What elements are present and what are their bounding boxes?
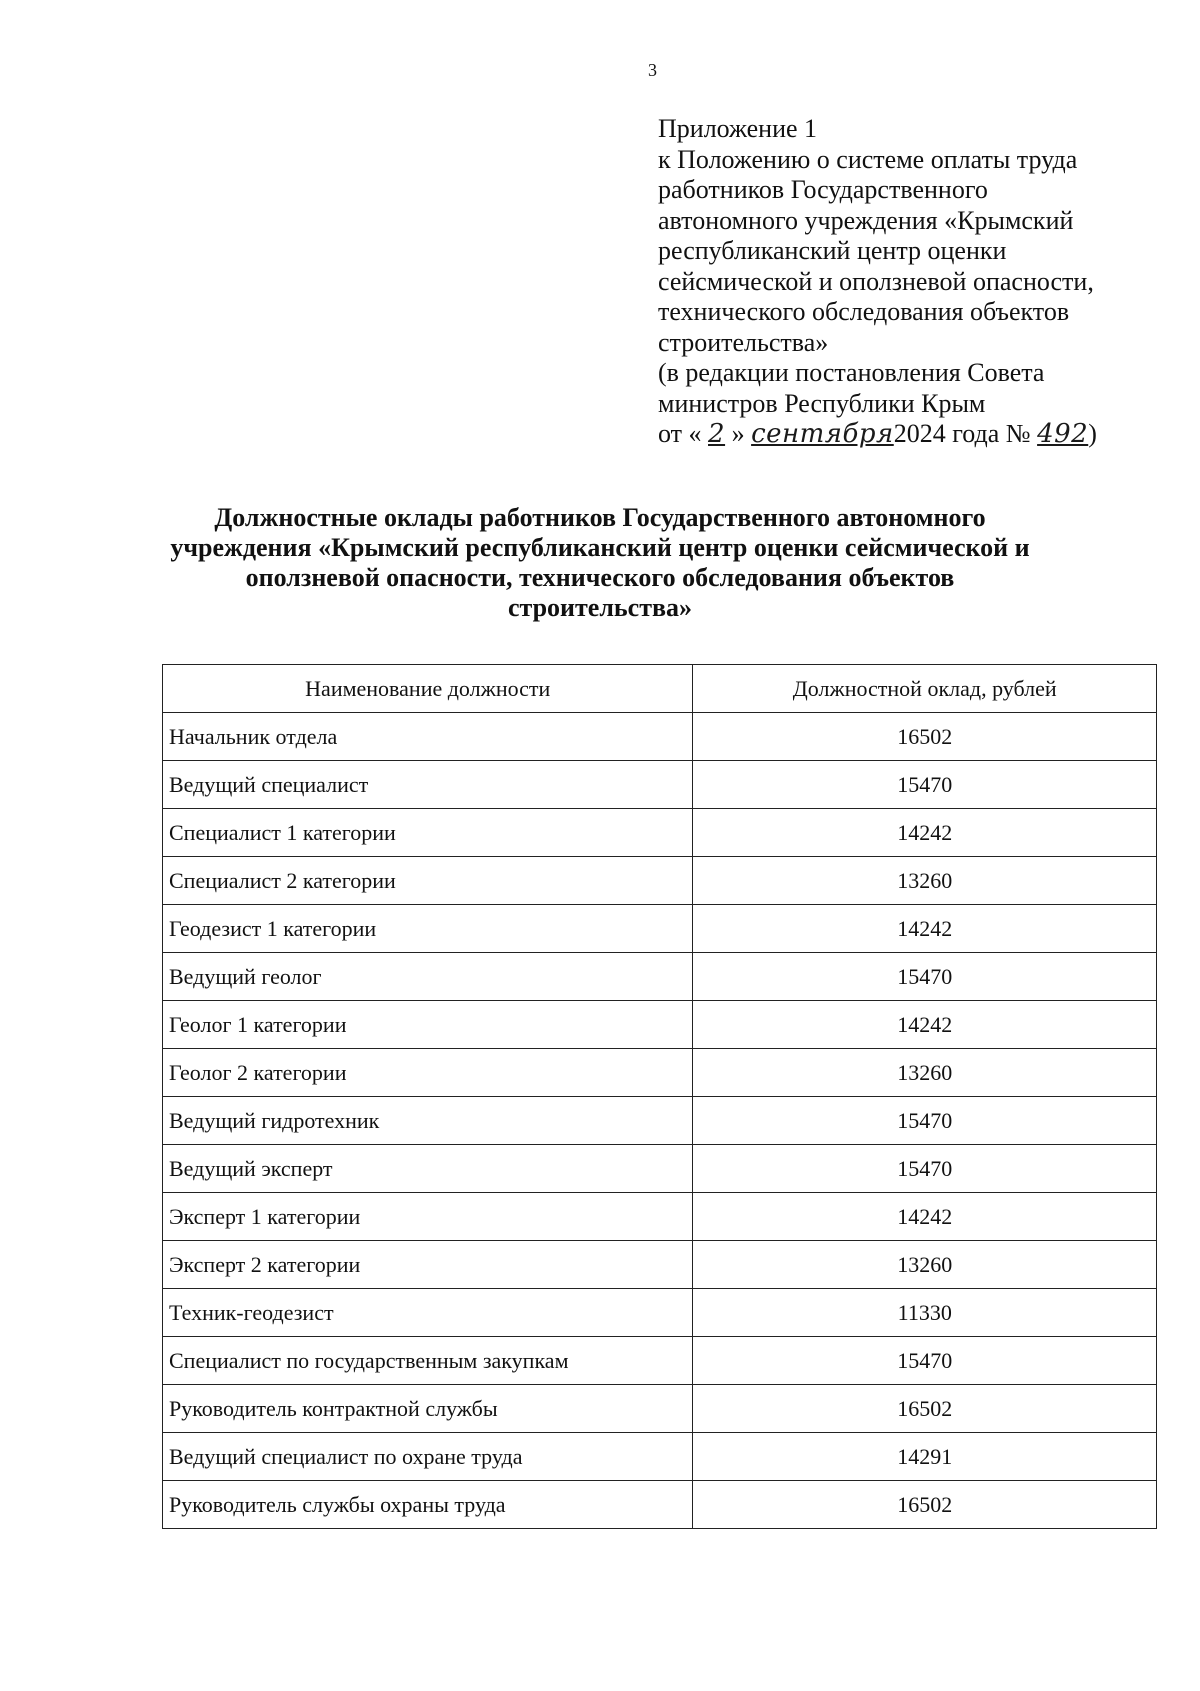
salary-cell: 11330 [693,1289,1157,1337]
table-row [163,1097,1157,1145]
appendix-block [658,114,1128,450]
title-line: строительства» [507,593,693,622]
document-title [150,503,1050,623]
table-row [163,1385,1157,1433]
position-cell: Ведущий эксперт [163,1145,693,1193]
table-row [163,1433,1157,1481]
position-cell: Руководитель службы охраны труда [163,1481,693,1529]
appendix-line: работников Государственного [658,175,988,204]
salary-cell: 15470 [693,1145,1157,1193]
table-row [163,761,1157,809]
date-mid: » [731,419,745,448]
table-row [163,953,1157,1001]
table-row [163,1241,1157,1289]
table-header-row [163,665,1157,713]
table-row [163,1001,1157,1049]
date-day: 2 [708,419,726,449]
position-cell: Ведущий специалист [163,761,693,809]
position-cell: Специалист 2 категории [163,857,693,905]
date-suffix: ) [1088,419,1097,448]
position-cell: Геолог 1 категории [163,1001,693,1049]
salary-cell: 15470 [693,1337,1157,1385]
position-cell: Ведущий гидротехник [163,1097,693,1145]
position-cell: Ведущий специалист по охране труда [163,1433,693,1481]
appendix-line: (в редакции постановления Совета [658,358,1045,387]
table-row [163,1289,1157,1337]
appendix-line: республиканский центр оценки [658,236,1007,265]
table-row [163,1337,1157,1385]
title-line: Должностные оклады работников Государственного автономного [214,503,986,532]
position-cell: Эксперт 1 категории [163,1193,693,1241]
salary-cell: 15470 [693,953,1157,1001]
appendix-date-line [658,419,1128,450]
position-cell: Начальник отдела [163,713,693,761]
salary-cell: 14242 [693,1001,1157,1049]
table-row [163,1049,1157,1097]
page-number: 3 [648,60,657,80]
salary-cell: 14291 [693,1433,1157,1481]
salary-cell: 13260 [693,857,1157,905]
table-row [163,857,1157,905]
decree-number: 492 [1037,419,1089,449]
salary-cell: 14242 [693,905,1157,953]
position-cell: Эксперт 2 категории [163,1241,693,1289]
table-row [163,713,1157,761]
header-salary: Должностной оклад, рублей [693,665,1157,713]
appendix-line: Приложение 1 [658,114,818,143]
salary-cell: 15470 [693,1097,1157,1145]
salary-cell: 15470 [693,761,1157,809]
date-prefix: от « [658,419,702,448]
salary-cell: 14242 [693,1193,1157,1241]
position-cell: Техник-геодезист [163,1289,693,1337]
table-row [163,1145,1157,1193]
appendix-line: технического обследования объектов [658,297,1070,326]
appendix-line: сейсмической и оползневой опасности, [658,266,1094,296]
salary-cell: 16502 [693,713,1157,761]
position-cell: Специалист по государственным закупкам [163,1337,693,1385]
appendix-line: автономного учреждения «Крымский [658,205,1074,235]
appendix-line: к Положению о системе оплаты труда [658,144,1078,174]
header-position: Наименование должности [163,665,693,713]
salary-cell: 13260 [693,1241,1157,1289]
table-row [163,1193,1157,1241]
appendix-line: строительства» [658,327,829,357]
position-cell: Геодезист 1 категории [163,905,693,953]
table-row [163,809,1157,857]
date-year: 2024 года № [893,419,1031,448]
title-line: оползневой опасности, технического обследования объектов [245,563,955,592]
position-cell: Геолог 2 категории [163,1049,693,1097]
salary-cell: 16502 [693,1385,1157,1433]
appendix-line: министров Республики Крым [658,388,986,418]
salary-cell: 16502 [693,1481,1157,1529]
position-cell: Ведущий геолог [163,953,693,1001]
position-cell: Руководитель контрактной службы [163,1385,693,1433]
salary-cell: 13260 [693,1049,1157,1097]
position-cell: Специалист 1 категории [163,809,693,857]
date-month: сентября [751,419,894,449]
title-line: учреждения «Крымский республиканский центр оценки сейсмической и [170,533,1030,562]
salary-cell: 14242 [693,809,1157,857]
table-row [163,1481,1157,1529]
salary-table [162,664,1157,1529]
table-row [163,905,1157,953]
